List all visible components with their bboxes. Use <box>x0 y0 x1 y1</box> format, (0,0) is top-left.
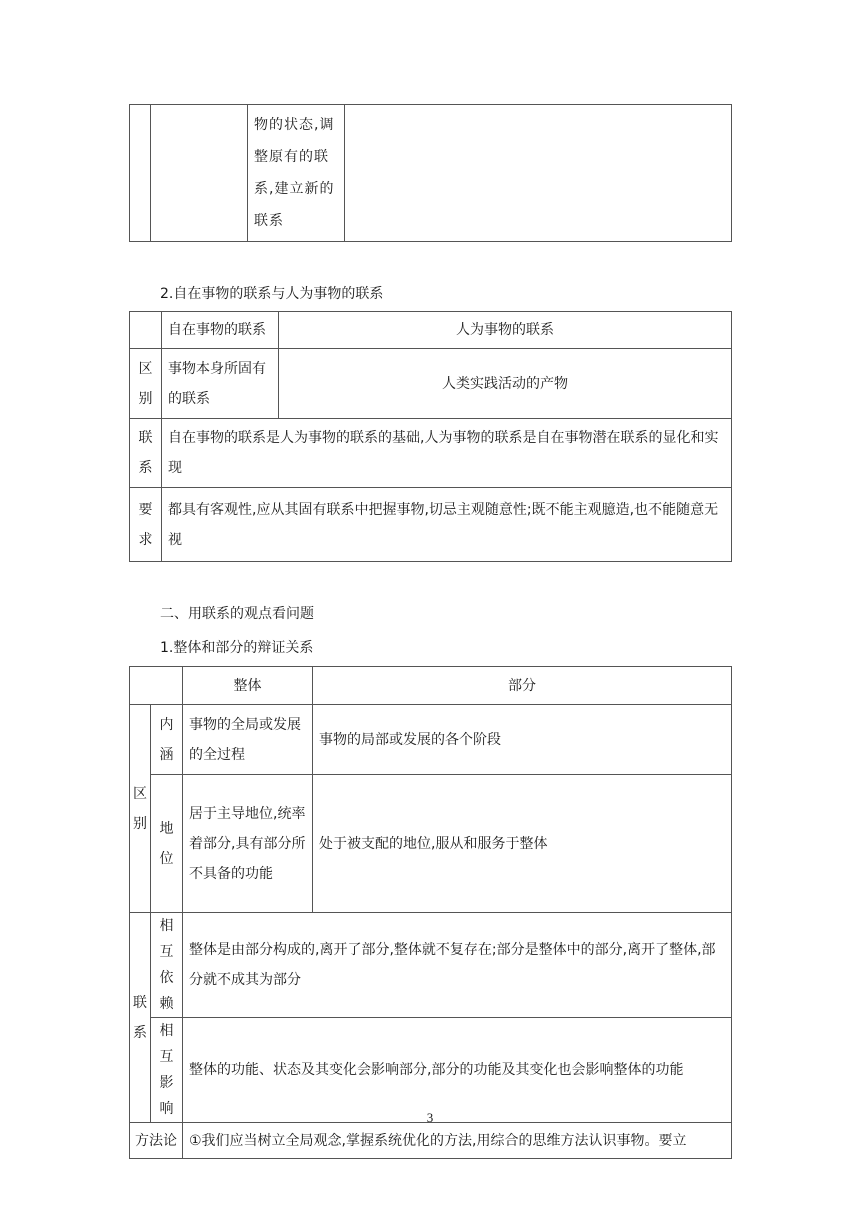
interdependence-label: 相互依赖 <box>151 913 183 1018</box>
distinction-label: 区别 <box>130 705 151 913</box>
section-heading: 二、用联系的观点看问题 <box>160 606 314 622</box>
interdependence-text: 整体是由部分构成的,离开了部分,整体就不复存在;部分是整体中的部分,离开了整体,部分就不成其为部分 <box>183 913 732 1018</box>
empty-cell <box>151 105 248 242</box>
connection-label: 联系 <box>130 913 151 1123</box>
distinction-label: 区别 <box>130 349 162 419</box>
natural-header: 自在事物的联系 <box>162 312 279 349</box>
requirement-label: 要求 <box>130 488 162 562</box>
empty-cell <box>130 105 151 242</box>
part-connotation: 事物的局部或发展的各个阶段 <box>313 705 732 775</box>
connection-text: 自在事物的联系是人为事物的联系的基础,人为事物的联系是自在事物潜在联系的显化和实现 <box>162 419 732 488</box>
whole-connotation: 事物的全局或发展的全过程 <box>183 705 313 775</box>
methodology-label: 方法论 <box>130 1123 183 1159</box>
interaction-label: 相互影响 <box>151 1018 183 1123</box>
natural-distinction: 事物本身所固有的联系 <box>162 349 279 419</box>
human-header: 人为事物的联系 <box>279 312 732 349</box>
whole-header: 整体 <box>183 667 313 705</box>
page-number: 3 <box>426 1110 434 1125</box>
empty-cell <box>345 105 732 242</box>
natural-human-table <box>129 311 732 562</box>
connection-label: 联系 <box>130 419 162 488</box>
human-distinction: 人类实践活动的产物 <box>279 349 732 419</box>
part-header: 部分 <box>313 667 732 705</box>
heading-natural-vs-human: 2.自在事物的联系与人为事物的联系 <box>160 286 384 302</box>
whole-part-table <box>129 666 732 1159</box>
whole-status: 居于主导地位,统率着部分,具有部分所不具备的功能 <box>183 775 313 913</box>
methodology-text: ①我们应当树立全局观念,掌握系统优化的方法,用综合的思维方法认识事物。要立 <box>183 1123 732 1159</box>
requirement-text: 都具有客观性,应从其固有联系中把握事物,切忌主观随意性;既不能主观臆造,也不能随意无视 <box>162 488 732 562</box>
status-label: 地位 <box>151 775 183 913</box>
status-adjust-cell: 物的状态,调整原有的联系,建立新的联系 <box>248 105 345 242</box>
blank-header-cell <box>130 312 162 349</box>
heading-whole-part: 1.整体和部分的辩证关系 <box>160 640 314 656</box>
connotation-label: 内涵 <box>151 705 183 775</box>
continuation-table <box>129 104 732 242</box>
blank-header-cell <box>130 667 183 705</box>
interaction-text: 整体的功能、状态及其变化会影响部分,部分的功能及其变化也会影响整体的功能 <box>183 1018 732 1123</box>
part-status: 处于被支配的地位,服从和服务于整体 <box>313 775 732 913</box>
